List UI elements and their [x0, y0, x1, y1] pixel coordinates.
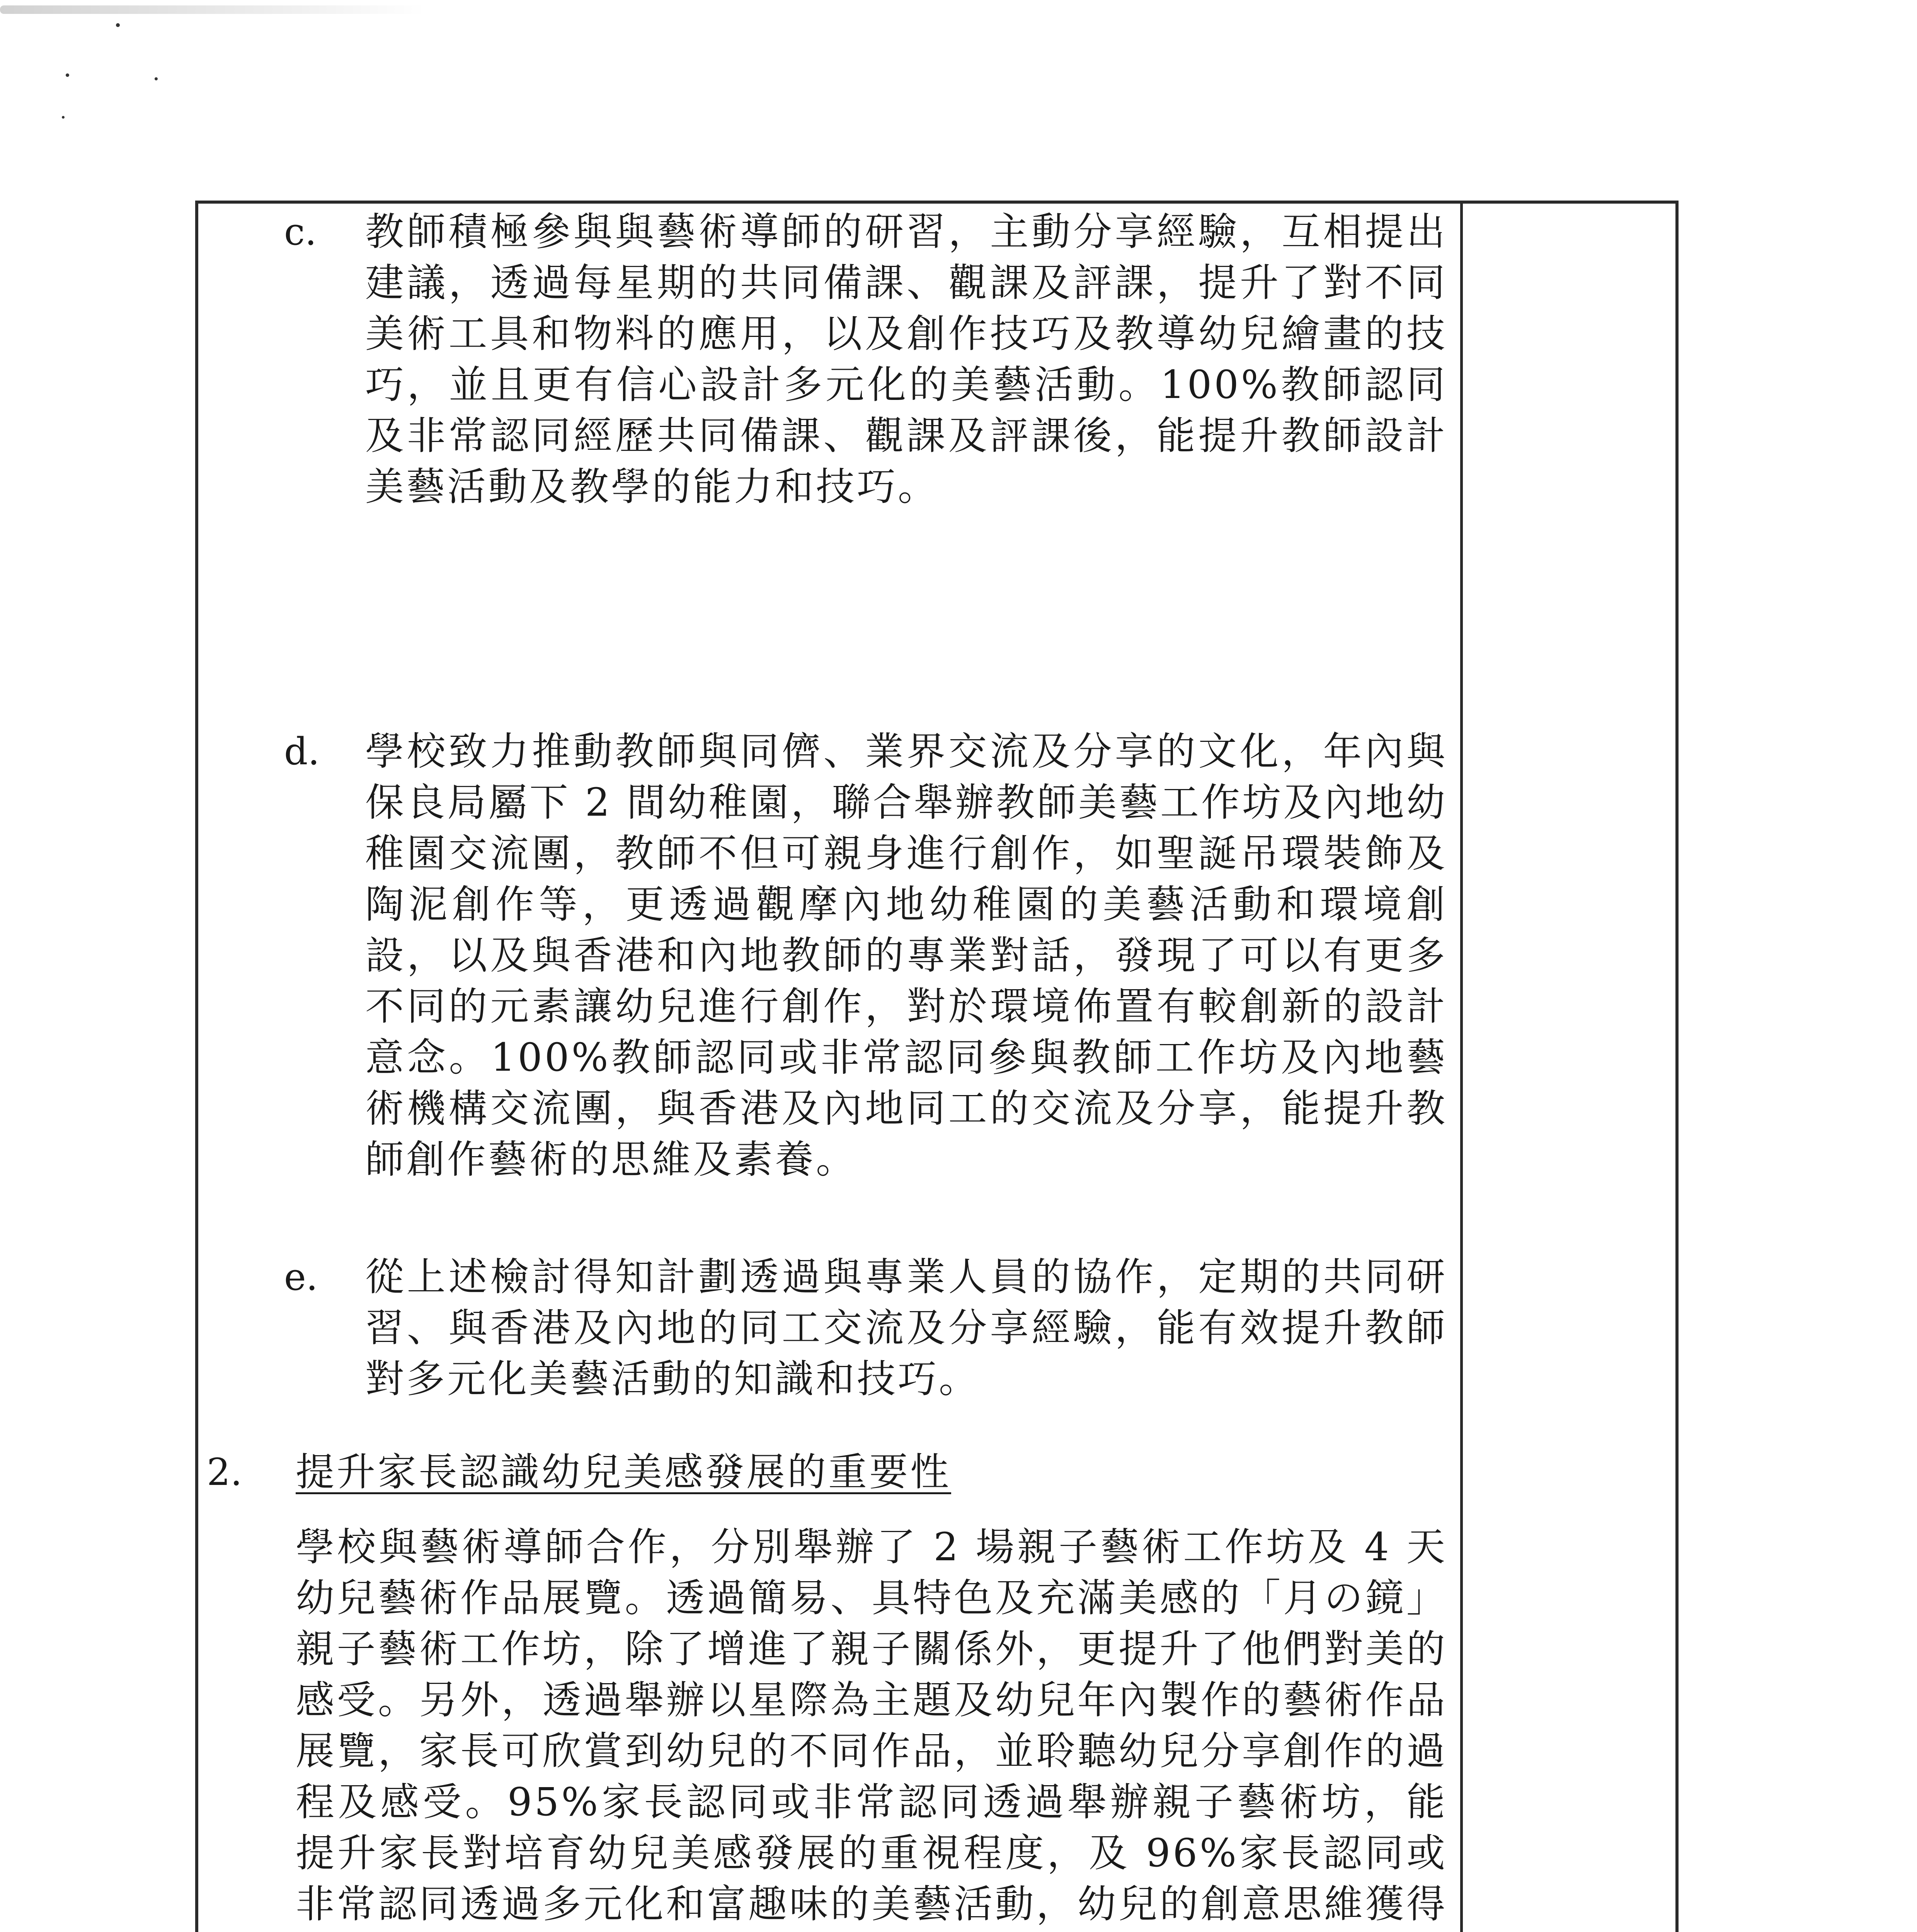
- table-column-divider: [1460, 201, 1463, 1932]
- item-text: 從上述檢討得知計劃透過與專業人員的協作，定期的共同研習、與香港及內地的同工交流及分享經驗，能有效提升教師對多元化美藝活動的知識和技巧。: [365, 1254, 1447, 1401]
- section-heading: 提升家長認識幼兒美感發展的重要性: [296, 1449, 951, 1495]
- list-item-e: [284, 1252, 1447, 1405]
- section-2: [207, 1447, 1447, 1932]
- scan-speck: [62, 116, 65, 119]
- scan-speck: [66, 73, 69, 77]
- list-item-c: [284, 206, 1447, 512]
- item-marker: c.: [284, 210, 317, 253]
- section-number: 2.: [207, 1451, 242, 1494]
- scan-artifact: [0, 5, 425, 14]
- item-marker: e.: [284, 1255, 318, 1299]
- section-body: 學校與藝術導師合作，分別舉辦了 2 場親子藝術工作坊及 4 天幼兒藝術作品展覽。透過簡易、具特色及充滿美感的「月の鏡」親子藝術工作坊，除了增進了親子關係外，更提升了他們對美的感受。另外，透過舉辦以星際為主題及幼兒年內製作的藝術作品展覽，家長可欣賞到幼兒的不同作品，並聆聽幼兒分享創作的過程及感受。95%家長認同或非常認同透過舉辦親子藝術坊，能提升家長對培育幼兒美感發展的重視程度，及 96%家長認同或非常認同透過多元化和富趣味的美藝活動，幼兒的創意思維獲得: [296, 1524, 1447, 1927]
- item-marker: d.: [284, 730, 320, 773]
- list-item-d: [284, 726, 1447, 1185]
- scan-speck: [155, 77, 158, 80]
- scan-speck: [116, 23, 120, 27]
- main-cell: [195, 201, 1460, 1932]
- item-text: 教師積極參與與藝術導師的研習，主動分享經驗，互相提出建議，透過每星期的共同備課、觀課及評課，提升了對不同美術工具和物料的應用，以及創作技巧及教導幼兒繪畫的技巧，並且更有信心設計多元化的美藝活動。100%教師認同及非常認同經歷共同備課、觀課及評課後，能提升教師設計美藝活動及教學的能力和技巧。: [365, 209, 1447, 509]
- item-text: 學校致力推動教師與同儕、業界交流及分享的文化，年內與保良局屬下 2 間幼稚園，聯合舉辦教師美藝工作坊及內地幼稚園交流團，教師不但可親身進行創作，如聖誕吊環裝飾及陶泥創作等，更透過觀摩內地幼稚園的美藝活動和環境創設，以及與香港和內地教師的專業對話，發現了可以有更多不同的元素讓幼兒進行創作，對於環境佈置有較創新的設計意念。100%教師認同或非常認同參與教師工作坊及內地藝術機構交流團，與香港及內地同工的交流及分享，能提升教師創作藝術的思維及素養。: [365, 729, 1447, 1182]
